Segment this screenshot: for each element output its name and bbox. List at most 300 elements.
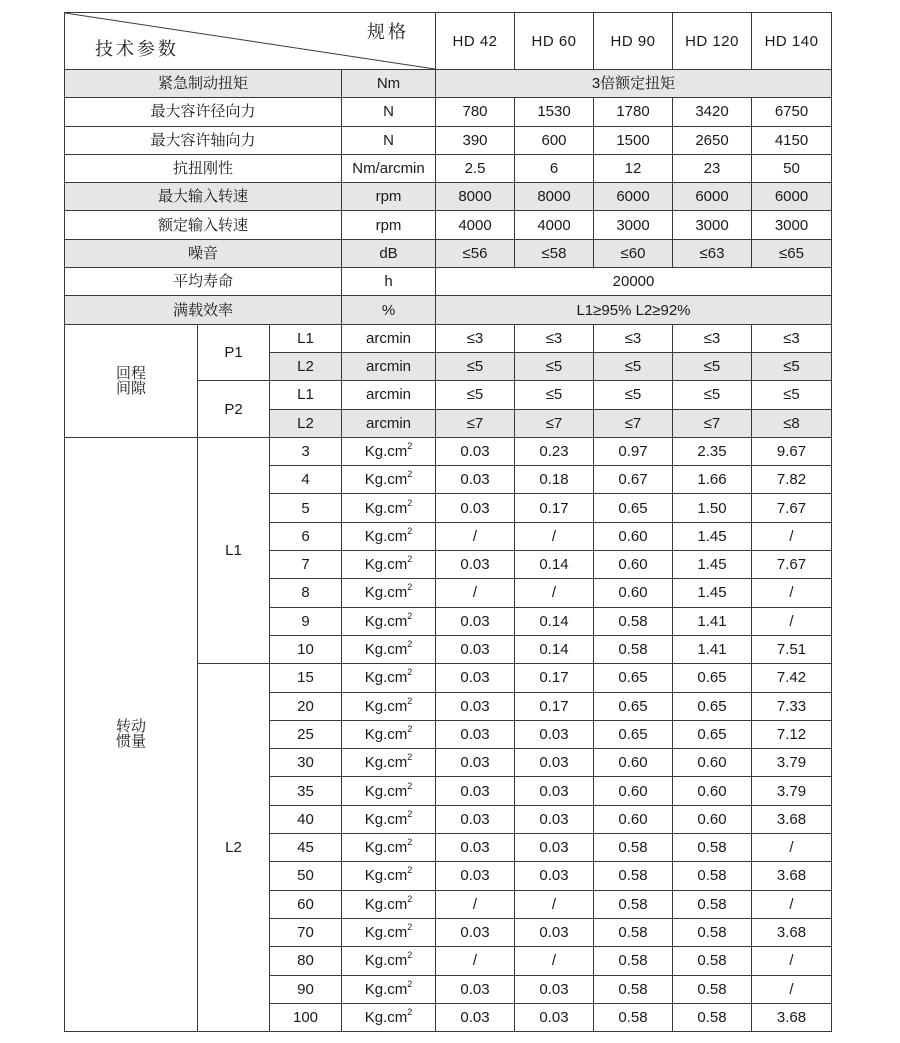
backlash-label: [65, 324, 198, 437]
param-row: [65, 183, 832, 211]
value-cell: ≤5: [515, 352, 594, 380]
value-cell: 0.03: [436, 692, 515, 720]
unit-cell: [342, 862, 436, 890]
unit-base: Kg.cm: [364, 584, 408, 602]
value-cell: 4150: [752, 126, 832, 154]
value-cell: 0.14: [515, 551, 594, 579]
unit-superscript: 2: [407, 752, 413, 763]
param-unit: Nm: [342, 70, 436, 98]
value-cell: ≤5: [673, 352, 752, 380]
value-cell: 7.67: [752, 551, 832, 579]
value-cell: 0.58: [673, 862, 752, 890]
unit-cell: [342, 607, 436, 635]
unit-cell: arcmin: [342, 381, 436, 409]
spec-label: 规格: [367, 22, 409, 42]
unit-cell: [342, 551, 436, 579]
value-cell: 0.03: [515, 749, 594, 777]
unit-superscript: 2: [407, 497, 413, 508]
unit-superscript: 2: [407, 837, 413, 848]
value-cell: 2.35: [673, 437, 752, 465]
unit-cell: [342, 975, 436, 1003]
ratio-cell: 3: [270, 437, 342, 465]
value-cell: 0.58: [673, 975, 752, 1003]
value-cell: 7.82: [752, 466, 832, 494]
unit-cell: [342, 522, 436, 550]
param-label: 技术参数: [95, 39, 179, 59]
ratio-cell: 15: [270, 664, 342, 692]
value-cell: 0.03: [436, 664, 515, 692]
unit-superscript: 2: [407, 639, 413, 650]
section-label-line: 回程: [115, 364, 146, 382]
value-cell: /: [752, 947, 832, 975]
param-name: 紧急制动扭矩: [65, 70, 342, 98]
backlash-row: [65, 324, 832, 352]
unit-cell: [342, 466, 436, 494]
value-cell: 0.58: [594, 1003, 673, 1031]
value-cell: 6000: [752, 183, 832, 211]
value-cell: 0.65: [594, 720, 673, 748]
value-cell: /: [436, 890, 515, 918]
ratio-cell: 10: [270, 635, 342, 663]
unit-superscript: 2: [407, 950, 413, 961]
value-cell: 0.97: [594, 437, 673, 465]
value-cell: 0.03: [515, 862, 594, 890]
unit-cell: [342, 720, 436, 748]
value-cell: 3.79: [752, 749, 832, 777]
param-unit: rpm: [342, 211, 436, 239]
param-merged-value: 20000: [436, 268, 832, 296]
param-name: 抗扭刚性: [65, 154, 342, 182]
unit-base: Kg.cm: [364, 641, 408, 659]
value-cell: 8000: [515, 183, 594, 211]
model-header: HD 140: [752, 13, 832, 70]
param-name: 额定输入转速: [65, 211, 342, 239]
value-cell: 0.03: [436, 834, 515, 862]
unit-base: Kg.cm: [364, 499, 408, 517]
value-cell: 4000: [515, 211, 594, 239]
value-cell: 0.14: [515, 635, 594, 663]
value-cell: /: [515, 890, 594, 918]
value-cell: 0.03: [436, 607, 515, 635]
unit-superscript: 2: [407, 865, 413, 876]
value-cell: 0.03: [515, 918, 594, 946]
value-cell: 7.33: [752, 692, 832, 720]
value-cell: 0.58: [673, 1003, 752, 1031]
param-row: [65, 239, 832, 267]
value-cell: 0.58: [673, 890, 752, 918]
value-cell: 6000: [594, 183, 673, 211]
value-cell: 1.45: [673, 579, 752, 607]
value-cell: ≤8: [752, 409, 832, 437]
value-cell: 2650: [673, 126, 752, 154]
unit-cell: [342, 834, 436, 862]
value-cell: 0.65: [673, 692, 752, 720]
value-cell: 8000: [436, 183, 515, 211]
unit-superscript: 2: [407, 441, 413, 451]
unit-base: Kg.cm: [364, 443, 408, 460]
stage-cell: L1: [270, 324, 342, 352]
spec-body: [65, 13, 832, 1032]
unit-base: Kg.cm: [364, 839, 408, 857]
ratio-cell: 9: [270, 607, 342, 635]
value-cell: ≤5: [436, 381, 515, 409]
value-cell: 0.58: [594, 890, 673, 918]
precision-grade: P1: [198, 324, 270, 381]
value-cell: 0.03: [436, 918, 515, 946]
unit-base: Kg.cm: [364, 810, 408, 828]
value-cell: 0.03: [436, 720, 515, 748]
precision-grade: P2: [198, 381, 270, 438]
value-cell: 3.68: [752, 918, 832, 946]
unit-cell: arcmin: [342, 324, 436, 352]
value-cell: 0.03: [436, 805, 515, 833]
value-cell: 1.66: [673, 466, 752, 494]
param-merged-value: 3倍额定扭矩: [436, 70, 832, 98]
value-cell: 0.60: [594, 579, 673, 607]
value-cell: 50: [752, 154, 832, 182]
value-cell: 6000: [673, 183, 752, 211]
value-cell: 0.58: [594, 947, 673, 975]
value-cell: 7.67: [752, 494, 832, 522]
ratio-cell: 90: [270, 975, 342, 1003]
param-row: [65, 70, 832, 98]
stage-cell: L1: [270, 381, 342, 409]
section-label-line: 惯量: [115, 733, 146, 751]
value-cell: 6: [515, 154, 594, 182]
value-cell: 0.03: [436, 494, 515, 522]
value-cell: ≤56: [436, 239, 515, 267]
unit-superscript: 2: [407, 554, 413, 565]
value-cell: ≤5: [436, 352, 515, 380]
stage-cell: L2: [270, 409, 342, 437]
value-cell: ≤5: [673, 381, 752, 409]
section-label-line: 间隙: [115, 379, 146, 397]
unit-cell: [342, 749, 436, 777]
unit-base: Kg.cm: [364, 867, 408, 885]
unit-cell: [342, 437, 436, 465]
section-label-line: 转动: [115, 718, 146, 736]
unit-cell: [342, 579, 436, 607]
ratio-cell: 25: [270, 720, 342, 748]
value-cell: 7.51: [752, 635, 832, 663]
unit-superscript: 2: [407, 893, 413, 904]
value-cell: 23: [673, 154, 752, 182]
value-cell: ≤60: [594, 239, 673, 267]
ratio-cell: 35: [270, 777, 342, 805]
value-cell: 0.58: [594, 834, 673, 862]
value-cell: 1780: [594, 98, 673, 126]
param-row: [65, 211, 832, 239]
value-cell: 0.17: [515, 494, 594, 522]
value-cell: 0.03: [436, 551, 515, 579]
value-cell: 3420: [673, 98, 752, 126]
spec-table: [64, 12, 832, 1032]
unit-base: Kg.cm: [364, 782, 408, 800]
value-cell: 3.79: [752, 777, 832, 805]
unit-base: Kg.cm: [364, 669, 408, 687]
value-cell: 7.42: [752, 664, 832, 692]
value-cell: 0.17: [515, 664, 594, 692]
value-cell: 0.03: [436, 437, 515, 465]
value-cell: ≤5: [594, 352, 673, 380]
ratio-cell: 5: [270, 494, 342, 522]
unit-cell: [342, 947, 436, 975]
value-cell: /: [436, 579, 515, 607]
ratio-cell: 7: [270, 551, 342, 579]
param-name: 满载效率: [65, 296, 342, 324]
value-cell: 0.60: [673, 749, 752, 777]
value-cell: ≤7: [515, 409, 594, 437]
unit-base: Kg.cm: [364, 952, 408, 970]
param-name: 最大容许径向力: [65, 98, 342, 126]
value-cell: ≤7: [436, 409, 515, 437]
value-cell: 1.45: [673, 522, 752, 550]
unit-cell: [342, 890, 436, 918]
value-cell: 1.45: [673, 551, 752, 579]
value-cell: /: [752, 607, 832, 635]
value-cell: 0.03: [436, 1003, 515, 1031]
inertia-label: [65, 437, 198, 1031]
value-cell: 0.58: [594, 607, 673, 635]
model-header: HD 60: [515, 13, 594, 70]
unit-superscript: 2: [407, 695, 413, 706]
unit-base: Kg.cm: [364, 697, 408, 715]
value-cell: 0.18: [515, 466, 594, 494]
value-cell: ≤3: [594, 324, 673, 352]
value-cell: ≤7: [673, 409, 752, 437]
value-cell: 0.58: [673, 918, 752, 946]
unit-cell: arcmin: [342, 352, 436, 380]
unit-base: Kg.cm: [364, 556, 408, 574]
param-unit: Nm/arcmin: [342, 154, 436, 182]
value-cell: ≤5: [515, 381, 594, 409]
value-cell: 0.03: [515, 805, 594, 833]
unit-cell: [342, 692, 436, 720]
value-cell: 0.65: [673, 720, 752, 748]
value-cell: 0.03: [515, 834, 594, 862]
value-cell: 0.03: [515, 777, 594, 805]
unit-superscript: 2: [407, 808, 413, 819]
value-cell: 0.03: [436, 749, 515, 777]
unit-cell: [342, 805, 436, 833]
value-cell: /: [515, 579, 594, 607]
value-cell: ≤58: [515, 239, 594, 267]
inertia-row: [65, 437, 832, 465]
ratio-cell: 40: [270, 805, 342, 833]
model-header: HD 42: [436, 13, 515, 70]
value-cell: ≤65: [752, 239, 832, 267]
value-cell: 9.67: [752, 437, 832, 465]
value-cell: 0.65: [673, 664, 752, 692]
unit-superscript: 2: [407, 1006, 413, 1017]
unit-cell: [342, 664, 436, 692]
param-unit: h: [342, 268, 436, 296]
value-cell: 1.41: [673, 607, 752, 635]
unit-base: Kg.cm: [364, 924, 408, 942]
unit-base: Kg.cm: [364, 471, 408, 489]
ratio-cell: 20: [270, 692, 342, 720]
unit-base: Kg.cm: [364, 895, 408, 913]
value-cell: 0.58: [594, 975, 673, 1003]
value-cell: 4000: [436, 211, 515, 239]
value-cell: /: [436, 947, 515, 975]
unit-superscript: 2: [407, 978, 413, 989]
value-cell: 3.68: [752, 1003, 832, 1031]
ratio-cell: 100: [270, 1003, 342, 1031]
value-cell: 780: [436, 98, 515, 126]
value-cell: ≤5: [594, 381, 673, 409]
param-row: [65, 126, 832, 154]
param-merged-value: L1≥95% L2≥92%: [436, 296, 832, 324]
value-cell: 0.03: [436, 777, 515, 805]
value-cell: 0.03: [436, 975, 515, 1003]
unit-cell: arcmin: [342, 409, 436, 437]
value-cell: 390: [436, 126, 515, 154]
ratio-cell: 30: [270, 749, 342, 777]
unit-superscript: 2: [407, 922, 413, 933]
value-cell: ≤3: [752, 324, 832, 352]
value-cell: ≤3: [673, 324, 752, 352]
value-cell: 0.58: [673, 834, 752, 862]
unit-cell: [342, 777, 436, 805]
ratio-cell: 4: [270, 466, 342, 494]
value-cell: 0.60: [594, 749, 673, 777]
param-row: [65, 268, 832, 296]
param-name: 最大容许轴向力: [65, 126, 342, 154]
unit-superscript: 2: [407, 610, 413, 621]
stage-cell: L2: [198, 664, 270, 1032]
unit-superscript: 2: [407, 780, 413, 791]
value-cell: 0.58: [594, 862, 673, 890]
value-cell: 7.12: [752, 720, 832, 748]
unit-base: Kg.cm: [364, 527, 408, 545]
value-cell: 0.58: [673, 947, 752, 975]
ratio-cell: 70: [270, 918, 342, 946]
header-row: [65, 13, 832, 70]
value-cell: 0.60: [594, 777, 673, 805]
param-name: 平均寿命: [65, 268, 342, 296]
model-header: HD 90: [594, 13, 673, 70]
value-cell: 3000: [673, 211, 752, 239]
value-cell: 0.65: [594, 494, 673, 522]
value-cell: 3000: [752, 211, 832, 239]
unit-superscript: 2: [407, 469, 413, 480]
value-cell: 0.14: [515, 607, 594, 635]
unit-superscript: 2: [407, 723, 413, 734]
value-cell: 1.50: [673, 494, 752, 522]
unit-base: Kg.cm: [364, 754, 408, 772]
value-cell: /: [752, 522, 832, 550]
unit-base: Kg.cm: [364, 980, 408, 998]
value-cell: /: [515, 522, 594, 550]
value-cell: 0.03: [436, 862, 515, 890]
ratio-cell: 80: [270, 947, 342, 975]
unit-cell: [342, 1003, 436, 1031]
param-unit: dB: [342, 239, 436, 267]
value-cell: /: [752, 890, 832, 918]
unit-superscript: 2: [407, 667, 413, 678]
ratio-cell: 50: [270, 862, 342, 890]
unit-base: Kg.cm: [364, 725, 408, 743]
value-cell: 0.03: [515, 975, 594, 1003]
model-header: HD 120: [673, 13, 752, 70]
value-cell: 3000: [594, 211, 673, 239]
value-cell: 1.41: [673, 635, 752, 663]
param-name: 噪音: [65, 239, 342, 267]
param-name: 最大输入转速: [65, 183, 342, 211]
value-cell: 0.58: [594, 918, 673, 946]
value-cell: 600: [515, 126, 594, 154]
ratio-cell: 45: [270, 834, 342, 862]
value-cell: 12: [594, 154, 673, 182]
param-unit: N: [342, 126, 436, 154]
value-cell: 0.03: [436, 635, 515, 663]
value-cell: 0.03: [436, 466, 515, 494]
value-cell: 0.03: [515, 720, 594, 748]
stage-cell: L2: [270, 352, 342, 380]
value-cell: /: [752, 975, 832, 1003]
value-cell: 1500: [594, 126, 673, 154]
value-cell: ≤5: [752, 381, 832, 409]
value-cell: /: [752, 579, 832, 607]
param-row: [65, 154, 832, 182]
value-cell: 0.65: [594, 692, 673, 720]
value-cell: 0.60: [673, 777, 752, 805]
unit-base: Kg.cm: [364, 612, 408, 630]
value-cell: 6750: [752, 98, 832, 126]
unit-superscript: 2: [407, 525, 413, 536]
param-unit: %: [342, 296, 436, 324]
value-cell: 0.60: [594, 522, 673, 550]
param-row: [65, 296, 832, 324]
param-unit: rpm: [342, 183, 436, 211]
value-cell: /: [436, 522, 515, 550]
value-cell: 0.17: [515, 692, 594, 720]
unit-cell: [342, 918, 436, 946]
param-row: [65, 98, 832, 126]
diagonal-header-cell: [65, 13, 436, 70]
value-cell: 0.60: [594, 805, 673, 833]
unit-base: Kg.cm: [364, 1008, 408, 1026]
value-cell: 0.60: [673, 805, 752, 833]
value-cell: 0.65: [594, 664, 673, 692]
value-cell: 0.03: [515, 1003, 594, 1031]
ratio-cell: 60: [270, 890, 342, 918]
value-cell: 0.23: [515, 437, 594, 465]
value-cell: ≤7: [594, 409, 673, 437]
ratio-cell: 8: [270, 579, 342, 607]
value-cell: ≤63: [673, 239, 752, 267]
value-cell: /: [752, 834, 832, 862]
value-cell: 0.67: [594, 466, 673, 494]
value-cell: ≤3: [515, 324, 594, 352]
value-cell: 3.68: [752, 805, 832, 833]
ratio-cell: 6: [270, 522, 342, 550]
param-unit: N: [342, 98, 436, 126]
value-cell: /: [515, 947, 594, 975]
stage-cell: L1: [198, 437, 270, 663]
value-cell: 3.68: [752, 862, 832, 890]
value-cell: 1530: [515, 98, 594, 126]
unit-cell: [342, 635, 436, 663]
unit-superscript: 2: [407, 582, 413, 593]
unit-cell: [342, 494, 436, 522]
value-cell: ≤5: [752, 352, 832, 380]
value-cell: 0.60: [594, 551, 673, 579]
value-cell: ≤3: [436, 324, 515, 352]
value-cell: 0.58: [594, 635, 673, 663]
value-cell: 2.5: [436, 154, 515, 182]
